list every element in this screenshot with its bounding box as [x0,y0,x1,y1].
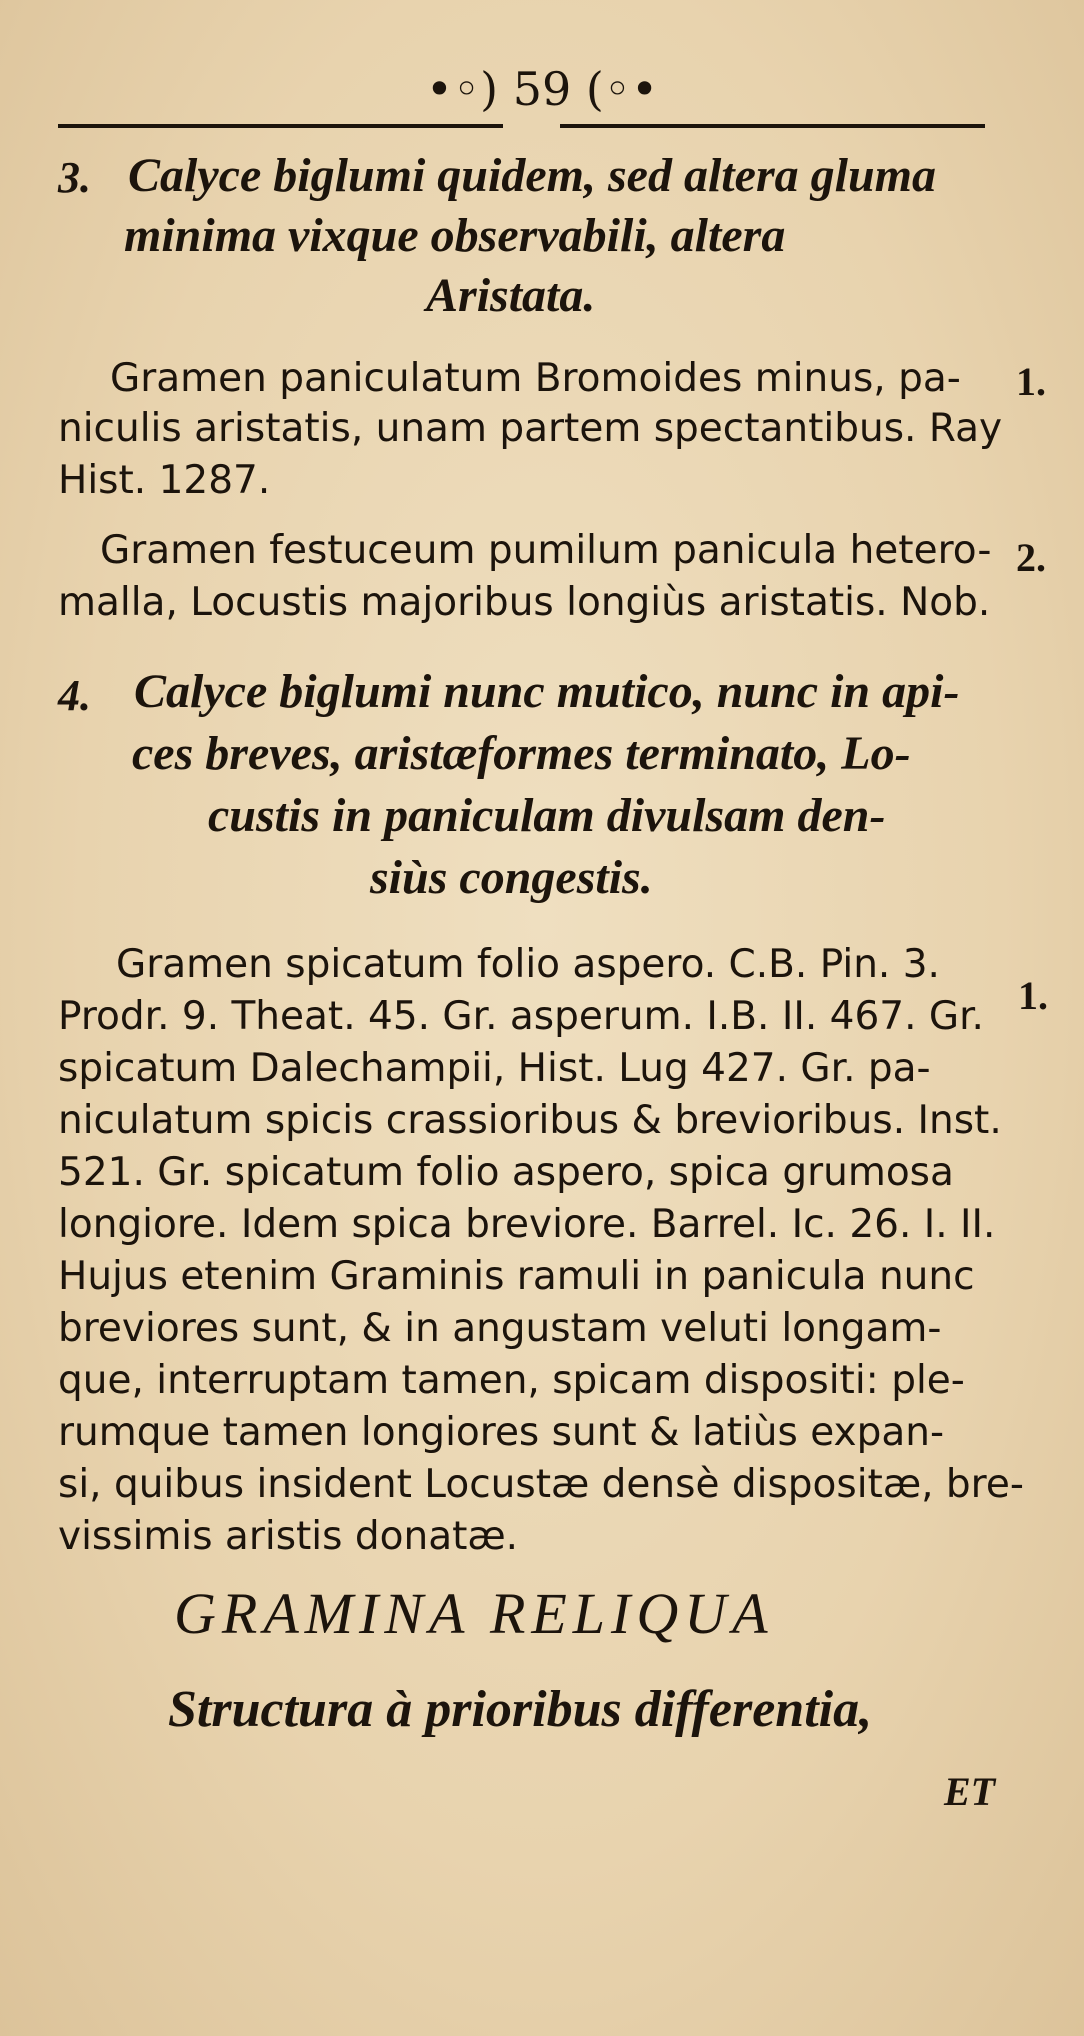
entry-line: Hist. 1287. [58,458,271,503]
catchword: ET [944,1769,996,1814]
section-heading-line: Calyce biglumi nunc mutico, nunc in api- [134,665,960,718]
entry-line: breviores sunt, & in angustam veluti longam- [58,1306,942,1351]
entry-line: Gramen festuceum pumilum panicula hetero- [100,528,992,573]
section-heading-line: minima vixque observabili, altera [124,209,786,262]
entry-line: 521. Gr. spicatum folio aspero, spica grumosa [58,1150,954,1195]
closing-subtitle: Structura à prioribus differentia, [168,1681,873,1738]
entry-line: niculis aristatis, unam partem spectantibus. Ray [58,406,1003,451]
section-number: 4. [58,671,91,720]
entry-line: niculatum spicis crassioribus & brevioribus. Inst. [58,1098,1002,1143]
section-heading-line: Aristata. [426,269,596,322]
closing-title: GRAMINA RELIQUA [174,1581,774,1646]
entry-line: malla, Locustis majoribus longiùs aristatis. Nob. [58,580,991,625]
header-rule-left [58,124,503,128]
section-heading-line: Calyce biglumi quidem, sed altera gluma [128,149,936,202]
entry-line: rumque tamen longiores sunt & latiùs expan- [58,1410,945,1455]
entry-line: Prodr. 9. Theat. 45. Gr. asperum. I.B. II. 467. Gr. [58,994,984,1039]
entry-line: Hujus etenim Graminis ramuli in panicula nunc [58,1254,975,1299]
margin-number: 1. [1018,973,1048,1018]
margin-number: 1. [1016,359,1046,404]
entry-line: spicatum Dalechampii, Hist. Lug 427. Gr. pa- [58,1046,931,1091]
running-head: •◦) 59 (◦• [425,62,659,116]
entry-line: longiore. Idem spica breviore. Barrel. Ic. 26. I. II. [58,1202,996,1247]
entry-line: Gramen paniculatum Bromoides minus, pa- [110,356,961,401]
margin-number: 2. [1016,535,1046,580]
section-heading-line: custis in paniculam divulsam den- [208,789,886,842]
entry-line: que, interruptam tamen, spicam dispositi: ple- [58,1358,965,1403]
section-heading-line: ces breves, aristæformes terminato, Lo- [132,727,911,780]
entry-line: Gramen spicatum folio aspero. C.B. Pin. 3. [116,942,940,987]
section-heading-line: siùs congestis. [370,851,653,904]
entry-line: vissimis aristis donatæ. [58,1514,519,1559]
header-rule-right [560,124,985,128]
section-number: 3. [58,153,91,202]
entry-line: si, quibus insident Locustæ densè dispositæ, bre- [58,1462,1024,1507]
